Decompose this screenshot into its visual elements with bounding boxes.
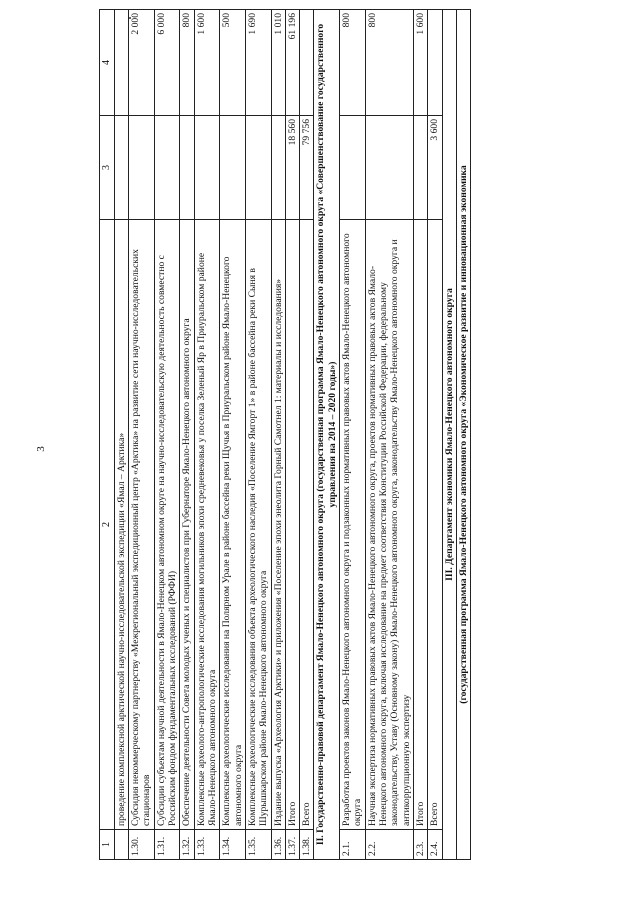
row-number: 1.30. bbox=[129, 830, 155, 860]
row-description: Обеспечение деятельности Совета молодых ученых и специалистов при Губернаторе Ямало-Ненецкого автономного округа bbox=[180, 220, 194, 830]
row-value-col3 bbox=[180, 116, 194, 220]
table-row bbox=[413, 10, 427, 860]
row-value-col3 bbox=[365, 116, 413, 220]
table-row bbox=[180, 10, 194, 860]
row-description: Издание выпуска «Археология Арктики» и приложения «Поселение эпохи энеолита Горный Самотнел 1: материалы и исследования» bbox=[271, 220, 285, 830]
row-number: 2.4. bbox=[428, 830, 442, 860]
row-value-col3 bbox=[154, 116, 180, 220]
row-description: проведение комплексной арктической научно-исследовательской экспедиции «Ямал – Арктика» bbox=[114, 220, 128, 830]
row-value-col4: 1 600 bbox=[194, 10, 220, 116]
row-value-col3: 3 600 bbox=[428, 116, 442, 220]
table-row bbox=[285, 10, 299, 860]
row-number: 1.37. bbox=[285, 830, 299, 860]
header-cell: 4 bbox=[100, 10, 115, 116]
row-description: Итого bbox=[285, 220, 299, 830]
row-number: 2.2. bbox=[365, 830, 413, 860]
row-value-col3 bbox=[194, 116, 220, 220]
row-description: Комплексные археолого-антропологические исследования могильников эпохи средневековья у поселка Зеленый Яр в Приуральском районе Ямало-Ненецкого автономного округа bbox=[194, 220, 220, 830]
row-value-col3 bbox=[114, 116, 128, 220]
row-value-col4 bbox=[300, 10, 314, 116]
table-row bbox=[271, 10, 285, 860]
table-row bbox=[365, 10, 413, 860]
row-value-col4 bbox=[428, 10, 442, 116]
section-row bbox=[442, 10, 456, 860]
row-value-col4: 61 196 bbox=[285, 10, 299, 116]
row-value-col4: 6 000 bbox=[154, 10, 180, 116]
row-value-col4 bbox=[114, 10, 128, 116]
header-cell: 2 bbox=[100, 220, 115, 830]
row-value-col3 bbox=[271, 116, 285, 220]
row-value-col3 bbox=[340, 116, 366, 220]
row-value-col4: 1 690 bbox=[245, 10, 271, 116]
table-row bbox=[220, 10, 246, 860]
row-description: Комплексные археологические исследования на Полярном Урале в районе бассейна реки Щучья в Приуральском районе Ямало-Ненецкого автономного округа bbox=[220, 220, 246, 830]
table-row bbox=[300, 10, 314, 860]
row-description: Субсидия некоммерческому партнерству «Межрегиональный экспедиционный центр «Арктика» на развитие сети научно-исследовательских стационаров bbox=[129, 220, 155, 830]
row-number: 1.34. bbox=[220, 830, 246, 860]
row-number: 1.33. bbox=[194, 830, 220, 860]
row-value-col4: 800 bbox=[340, 10, 366, 116]
table-row bbox=[154, 10, 180, 860]
rotated-table-container bbox=[99, 10, 611, 860]
row-value-col4: 2 000 bbox=[129, 10, 155, 116]
row-description: Разработка проектов законов Ямало-Ненецкого автономного округа и подзаконных нормативных правовых актов Ямало-Ненецкого автономного округа bbox=[340, 220, 366, 830]
table-row bbox=[340, 10, 366, 860]
table-row bbox=[194, 10, 220, 860]
budget-table bbox=[99, 9, 471, 860]
row-value-col4: 800 bbox=[365, 10, 413, 116]
row-description: Субсидии субъектам научной деятельности в Ямало-Ненецком автономном округе на научно-исследовательскую деятельность совместно с Российским фондом фундаментальных исследований (РФФИ) bbox=[154, 220, 180, 830]
section-title: II. Государственно-правовой департамент Ямало-Ненецкого автономного округа (государственная программа Ямало-Ненецкого автономного округа «Совершенствование государственного управления на 2014 – 2020 годы») bbox=[314, 10, 340, 860]
table-row bbox=[129, 10, 155, 860]
section-title: III. Департамент экономики Ямало-Ненецкого автономного округа bbox=[442, 10, 456, 860]
row-description: Комплексные археологические исследования объекта археологического наследия «Поселение Ямгорт 1» в районе бассейна реки Сыня в Шурышкарском районе Ямало-Ненецкого автономного округа bbox=[245, 220, 271, 830]
row-number: 1.38. bbox=[300, 830, 314, 860]
row-value-col4: 800 bbox=[180, 10, 194, 116]
row-value-col3 bbox=[413, 116, 427, 220]
row-value-col3: 18 560 bbox=[285, 116, 299, 220]
row-number: 1.32. bbox=[180, 830, 194, 860]
header-cell: 1 bbox=[100, 830, 115, 860]
table-row bbox=[114, 10, 128, 860]
row-value-col3: 79 756 bbox=[300, 116, 314, 220]
header-cell: 3 bbox=[100, 116, 115, 220]
header-row bbox=[100, 10, 115, 860]
row-description: Итого bbox=[413, 220, 427, 830]
section-row bbox=[314, 10, 340, 860]
table-row bbox=[428, 10, 442, 860]
row-number: 1.36. bbox=[271, 830, 285, 860]
row-value-col3 bbox=[245, 116, 271, 220]
row-number: 1.35. bbox=[245, 830, 271, 860]
row-value-col3 bbox=[129, 116, 155, 220]
table-row bbox=[245, 10, 271, 860]
row-description: Всего bbox=[300, 220, 314, 830]
row-value-col4: 1 600 bbox=[413, 10, 427, 116]
row-number: 1.31. bbox=[154, 830, 180, 860]
section-title: (государственная программа Ямало-Ненецкого автономного округа «Экономическое развитие и инновационная экономика bbox=[456, 10, 470, 860]
row-number bbox=[114, 830, 128, 860]
row-description: Научная экспертиза нормативных правовых актов Ямало-Ненецкого автономного округа, проектов нормативных правовых актов Ямало-Ненецкого автономного округа, включая исследование на предмет соответствия Конституции Российской Федерации, федеральному законодательству, Уставу (Основному закону) Ямало-Ненецкого автономного округа, законодательству Ямало-Ненецкого автономного округа и антикоррупционную экспертизу bbox=[365, 220, 413, 830]
row-description: Всего bbox=[428, 220, 442, 830]
row-value-col3 bbox=[220, 116, 246, 220]
row-value-col4: 1 010 bbox=[271, 10, 285, 116]
row-value-col4: 500 bbox=[220, 10, 246, 116]
section-row bbox=[456, 10, 470, 860]
page-number: 3 bbox=[34, 446, 47, 452]
row-number: 2.1. bbox=[340, 830, 366, 860]
row-number: 2.3. bbox=[413, 830, 427, 860]
